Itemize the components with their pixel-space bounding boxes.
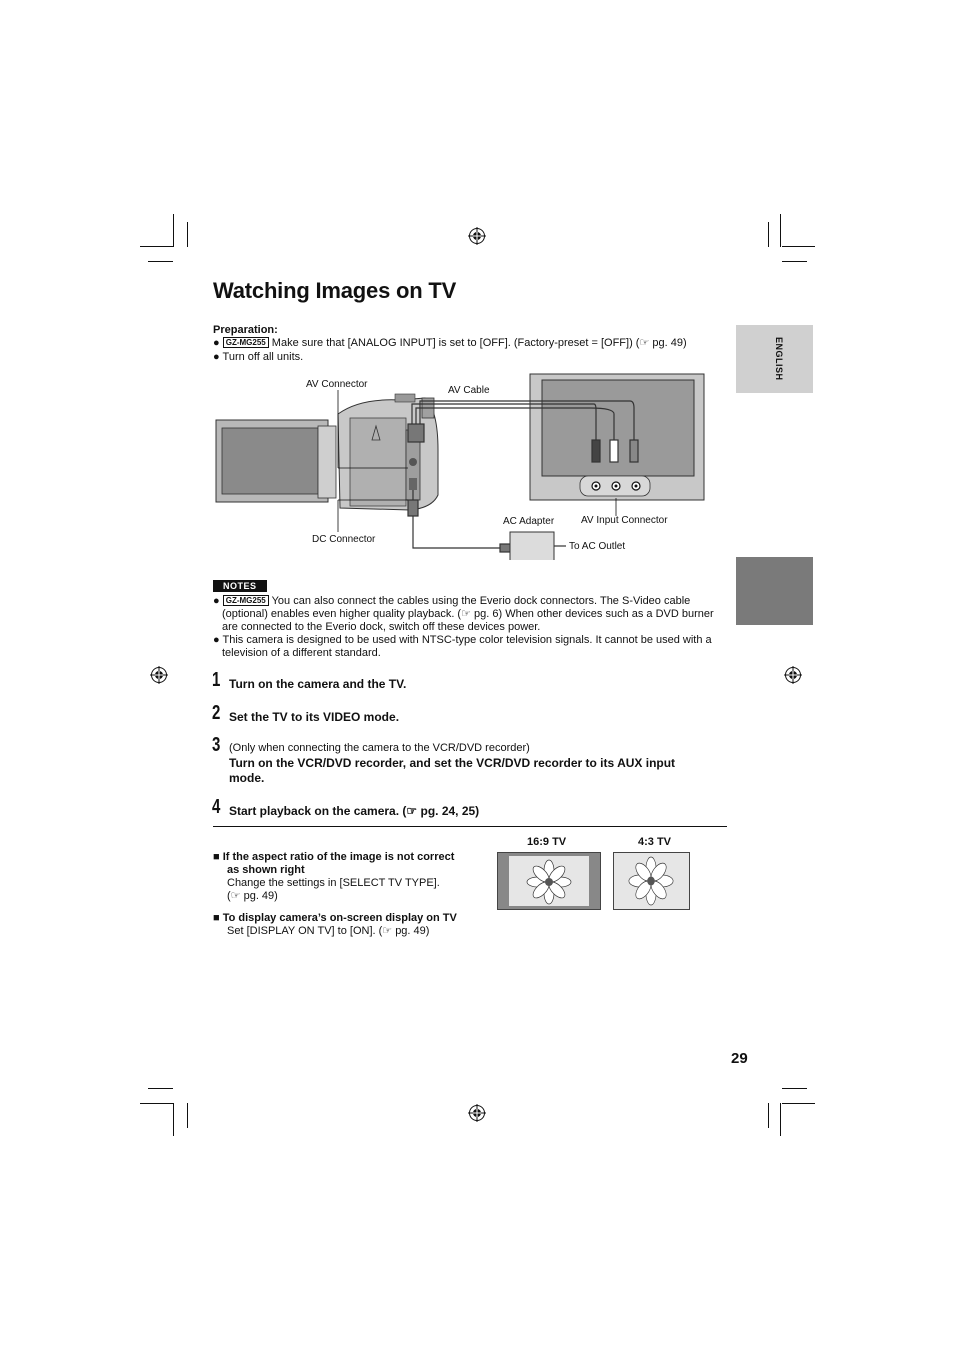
aspect-body: (☞ pg. 49) [227,890,278,902]
onscreen-heading: To display camera’s on-screen display on TV [222,912,457,924]
step-number: 1 [212,669,221,691]
language-tab [736,325,813,393]
page-title: Watching Images on TV [213,278,457,303]
bullet-icon: ● [213,351,220,363]
square-bullet-icon: ■ [213,912,220,924]
model-badge: GZ-MG255 [223,595,269,606]
step-subtext: (Only when connecting the camera to the VCR/DVD recorder) [229,742,530,754]
registration-mark [150,666,168,684]
label-av-input-connector: AV Input Connector [581,515,668,526]
connection-diagram [210,370,710,560]
bullet-icon: ● [213,595,220,607]
note-text: television of a different standard. [222,647,381,659]
registration-mark [468,1104,486,1122]
step-text: Start playback on the camera. (☞ pg. 24, 25) [229,804,480,818]
preparation-item-text: Turn off all units. [222,351,304,363]
camera-body [338,394,438,510]
label-dc-connector: DC Connector [312,534,376,545]
page-number: 29 [731,1050,748,1067]
label-av-cable: AV Cable [448,385,490,396]
divider [213,826,727,827]
note-text: This camera is designed to be used with NTSC-type color television signals. It cannot be used with a [222,634,712,646]
step-text: Turn on the camera and the TV. [229,677,407,691]
note-text: are connected to the Everio dock, switch off these devices power. [222,621,541,633]
model-badge: GZ-MG255 [223,337,269,348]
aspect-body: Change the settings in [SELECT TV TYPE]. [227,877,440,889]
label-av-connector: AV Connector [306,379,368,390]
step-text: mode. [229,771,265,785]
aspect-section [213,851,493,903]
tv-43-image [613,852,690,910]
note-text: (optional) enables even higher quality playback. (☞ pg. 6) When other devices such as a DVD burner [222,608,714,620]
label-to-ac-outlet: To AC Outlet [569,541,626,552]
ac-adapter [510,532,566,560]
step-text: Set the TV to its VIDEO mode. [229,710,400,724]
step-number: 3 [212,734,221,756]
step-text: Turn on the VCR/DVD recorder, and set the VCR/DVD recorder to its AUX input [229,756,676,770]
preparation-item [213,351,303,364]
registration-mark [784,666,802,684]
aspect-heading: as shown right [227,864,305,876]
bullet-icon: ● [213,634,220,646]
square-bullet-icon: ■ [213,851,220,863]
registration-mark [468,227,486,245]
label-ac-adapter: AC Adapter [503,516,555,527]
tv-43-label: 4:3 TV [638,836,672,848]
section-tab [736,557,813,625]
aspect-heading: If the aspect ratio of the image is not correct [222,851,455,863]
camera-lcd-panel [216,420,336,502]
tv-169-label: 16:9 TV [527,836,567,848]
language-tab-label: ENGLISH [774,337,784,381]
tv-set [530,374,704,500]
preparation-heading: Preparation: [213,324,278,336]
onscreen-section [213,912,503,938]
note-text: You can also connect the cables using the Everio dock connectors. The S-Video cable [271,595,691,607]
step-number: 2 [212,702,221,724]
preparation-item-text: Make sure that [ANALOG INPUT] is set to [OFF]. (Factory-preset = [OFF]) (☞ pg. 49) [271,337,687,349]
preparation-item [213,337,733,350]
notes-badge: NOTES [213,580,267,592]
step-number: 4 [212,796,221,818]
note-item [213,595,733,634]
onscreen-body: Set [DISPLAY ON TV] to [ON]. (☞ pg. 49) [227,925,430,937]
note-item [213,634,733,660]
bullet-icon: ● [213,337,220,349]
tv-169-image [497,852,601,910]
